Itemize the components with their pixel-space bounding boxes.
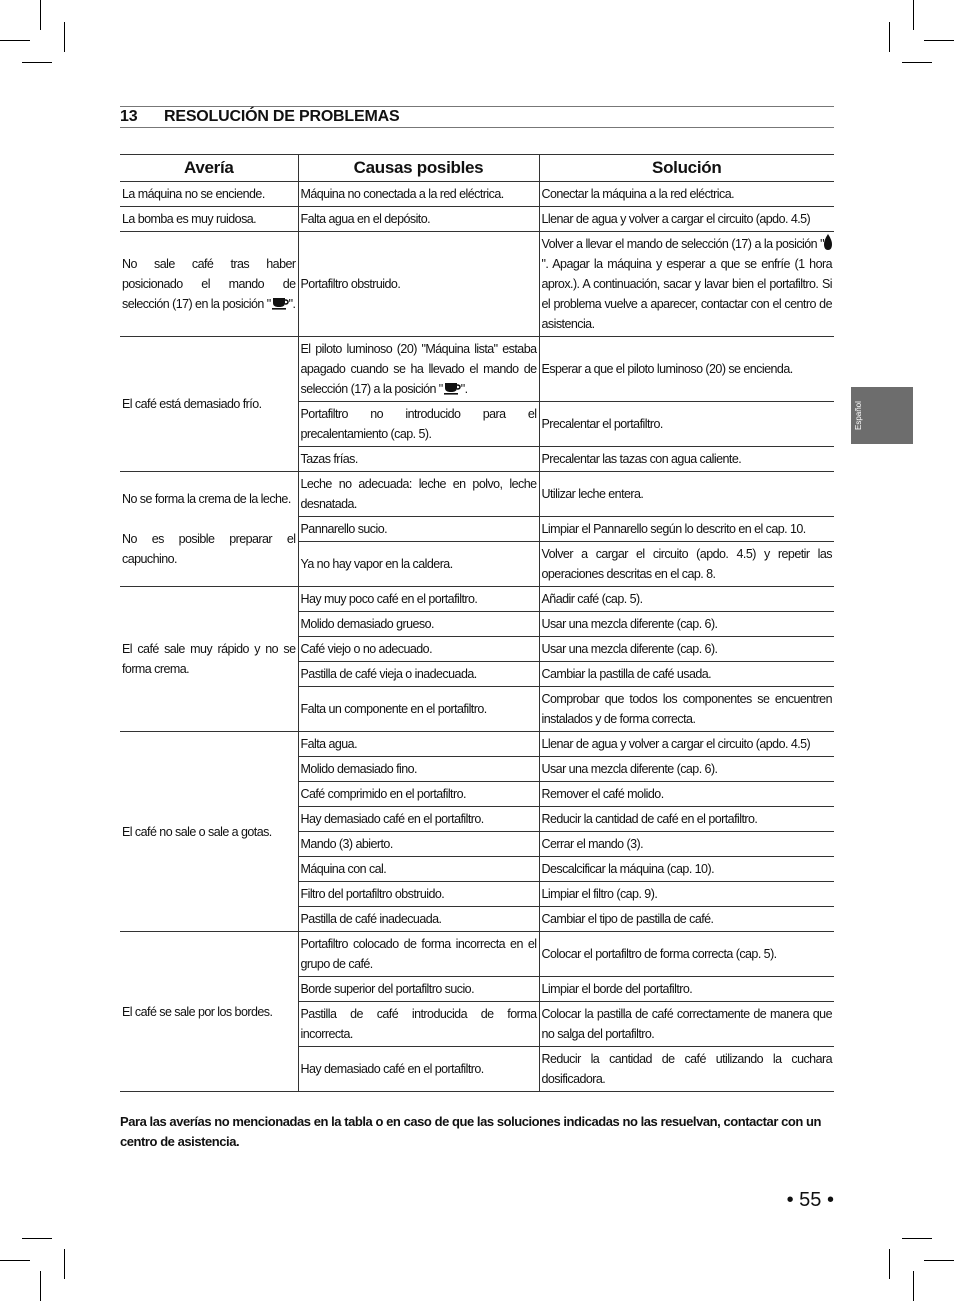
- cause-cell: [298, 732, 539, 757]
- section-header: [120, 106, 834, 128]
- cause-cell: [298, 1002, 539, 1047]
- cause-text: Portafiltro no introducido para el precalentamiento (cap. 5).: [300, 407, 537, 441]
- solution-cell: [539, 207, 834, 232]
- header-causes: Causas posibles: [298, 155, 539, 182]
- cause-cell: [298, 207, 539, 232]
- cause-text: El piloto luminoso (20) "Máquina lista" estaba apagado cuando se ha llevado el mando de selección (17) a la posición ": [300, 342, 537, 396]
- solution-text: Utilizar leche entera.: [541, 487, 644, 501]
- header-fault: Avería: [120, 155, 298, 182]
- solution-cell: [539, 587, 834, 612]
- fault-text: La bomba es muy ruidosa.: [122, 212, 257, 226]
- crop-mark: [0, 1260, 30, 1261]
- fault-cell: [120, 232, 298, 337]
- cause-text: Tazas frías.: [300, 452, 358, 466]
- cause-text: Hay muy poco café en el portafiltro.: [300, 592, 478, 606]
- solution-cell: [539, 907, 834, 932]
- cause-text: Café viejo o no adecuado.: [300, 642, 432, 656]
- cause-cell: [298, 587, 539, 612]
- cause-cell: [298, 857, 539, 882]
- cup-icon: [271, 296, 289, 310]
- language-tab: [851, 387, 913, 444]
- table-header-row: [120, 155, 834, 182]
- solution-text: Volver a cargar el circuito (apdo. 4.5) y repetir las operaciones descritas en el cap. 8.: [541, 547, 832, 581]
- fault-cell: [120, 472, 298, 587]
- page-number: • 55 •: [786, 1189, 834, 1211]
- table-row: [120, 732, 834, 757]
- solution-text: Colocar la pastilla de café correctamente de manera que no salga del portafiltro.: [541, 1007, 832, 1041]
- solution-cell: [539, 782, 834, 807]
- cause-text: Pastilla de café introducida de forma incorrecta.: [300, 1007, 537, 1041]
- solution-text: Remover el café molido.: [541, 787, 664, 801]
- fault-cell: [120, 587, 298, 732]
- crop-mark: [40, 1271, 41, 1301]
- solution-text: Descalcificar la máquina (cap. 10).: [541, 862, 714, 876]
- solution-text: Limpiar el borde del portafiltro.: [541, 982, 693, 996]
- solution-cell: [539, 732, 834, 757]
- footnote: Para las averías no mencionadas en la tabla o en caso de que las soluciones indicadas no las resuelvan, contactar con un centro de asistencia.: [120, 1114, 822, 1149]
- section-title: RESOLUCIÓN DE PROBLEMAS: [164, 108, 400, 125]
- cause-cell: [298, 932, 539, 977]
- cause-cell: [298, 542, 539, 587]
- crop-mark: [924, 1260, 954, 1261]
- cause-text: Falta agua en el depósito.: [300, 212, 431, 226]
- cause-cell: [298, 1047, 539, 1092]
- cause-text: Portafiltro obstruido.: [300, 277, 401, 291]
- solution-text-end: ". Apagar la máquina y esperar a que se enfríe (1 hora aprox.). A continuación, sacar y lavar bien el portafiltro. Si el problema vuelve a aparecer, contactar con el centro de asistencia.: [541, 257, 832, 331]
- solution-cell: [539, 857, 834, 882]
- fault-cell: [120, 182, 298, 207]
- solution-text: Limpiar el filtro (cap. 9).: [541, 887, 658, 901]
- cause-cell: [298, 907, 539, 932]
- crop-mark: [913, 0, 914, 30]
- cause-cell: [298, 472, 539, 517]
- solution-text: Cambiar el tipo de pastilla de café.: [541, 912, 714, 926]
- table-row: [120, 587, 834, 612]
- cause-text: Café comprimido en el portafiltro.: [300, 787, 466, 801]
- cause-cell: [298, 232, 539, 337]
- cause-text: Molido demasiado grueso.: [300, 617, 434, 631]
- cause-cell: [298, 662, 539, 687]
- cause-text: Portafiltro colocado de forma incorrecta en el grupo de café.: [300, 937, 537, 971]
- crop-mark: [22, 1238, 52, 1239]
- solution-text: Precalentar el portafiltro.: [541, 417, 663, 431]
- cause-text: Ya no hay vapor en la caldera.: [300, 557, 453, 571]
- cause-text: Falta agua.: [300, 737, 357, 751]
- cause-text: Máquina con cal.: [300, 862, 387, 876]
- crop-mark: [64, 1249, 65, 1279]
- cause-cell: [298, 447, 539, 472]
- crop-mark: [22, 62, 52, 63]
- solution-text: Llenar de agua y volver a cargar el circuito (apdo. 4.5): [541, 212, 811, 226]
- cause-text: Pastilla de café inadecuada.: [300, 912, 442, 926]
- solution-cell: [539, 447, 834, 472]
- crop-mark: [889, 1249, 890, 1279]
- table-row: [120, 932, 834, 977]
- cause-text: Pannarello sucio.: [300, 522, 388, 536]
- fault-text: El café no sale o sale a gotas.: [122, 824, 272, 839]
- fault-text-end: ".: [288, 297, 296, 311]
- table-row: [120, 472, 834, 517]
- crop-mark: [889, 22, 890, 52]
- table-row: [120, 207, 834, 232]
- cause-cell: [298, 832, 539, 857]
- cause-text: Falta un componente en el portafiltro.: [300, 702, 487, 716]
- solution-text: Reducir la cantidad de café utilizando la cuchara dosificadora.: [541, 1052, 832, 1086]
- solution-text: Añadir café (cap. 5).: [541, 592, 643, 606]
- solution-text: Reducir la cantidad de café en el portafiltro.: [541, 812, 758, 826]
- cause-text: Máquina no conectada a la red eléctrica.: [300, 187, 504, 201]
- solution-text: Comprobar que todos los componentes se encuentren instalados y de forma correcta.: [541, 692, 832, 726]
- crop-mark: [902, 1238, 932, 1239]
- table-body: [120, 182, 834, 1092]
- solution-text: Usar una mezcla diferente (cap. 6).: [541, 762, 718, 776]
- solution-text: Usar una mezcla diferente (cap. 6).: [541, 617, 718, 631]
- solution-cell: [539, 337, 834, 402]
- solution-cell: [539, 1002, 834, 1047]
- solution-cell: [539, 687, 834, 732]
- solution-cell: [539, 542, 834, 587]
- solution-text: Colocar el portafiltro de forma correcta (cap. 5).: [541, 947, 777, 961]
- solution-cell: [539, 977, 834, 1002]
- fault-cell: [120, 732, 298, 932]
- solution-cell: [539, 182, 834, 207]
- solution-cell: [539, 882, 834, 907]
- cause-cell: [298, 807, 539, 832]
- solution-text: Volver a llevar el mando de selección (17) a la posición ": [541, 237, 824, 251]
- cause-cell: [298, 782, 539, 807]
- fault-text: El café sale muy rápido y no se forma crema.: [122, 642, 296, 676]
- crop-mark: [913, 1271, 914, 1301]
- cause-cell: [298, 402, 539, 447]
- solution-text: Usar una mezcla diferente (cap. 6).: [541, 642, 718, 656]
- crop-mark: [924, 40, 954, 41]
- section-number: 13: [120, 108, 138, 125]
- fault-text: El café se sale por los bordes.: [122, 1004, 273, 1019]
- cause-text: Borde superior del portafiltro sucio.: [300, 982, 474, 996]
- cause-cell: [298, 337, 539, 402]
- table-row: [120, 232, 834, 337]
- table-row: [120, 182, 834, 207]
- solution-cell: [539, 402, 834, 447]
- cause-text: Filtro del portafiltro obstruido.: [300, 887, 445, 901]
- solution-cell: [539, 637, 834, 662]
- cause-text: Hay demasiado café en el portafiltro.: [300, 812, 484, 826]
- crop-mark: [40, 0, 41, 30]
- fault-text: No se forma la crema de la leche.: [122, 492, 291, 506]
- solution-text: Conectar la máquina a la red eléctrica.: [541, 187, 735, 201]
- fault-cell: [120, 932, 298, 1092]
- cup-icon: [443, 381, 461, 395]
- solution-cell: [539, 832, 834, 857]
- cause-text: Mando (3) abierto.: [300, 837, 393, 851]
- fault-text: La máquina no se enciende.: [122, 187, 265, 201]
- cause-cell: [298, 977, 539, 1002]
- solution-cell: [539, 807, 834, 832]
- solution-cell: [539, 757, 834, 782]
- cause-cell: [298, 687, 539, 732]
- solution-text: Precalentar las tazas con agua caliente.: [541, 452, 742, 466]
- fault-text-2: No es posible preparar el capuchino.: [122, 532, 296, 566]
- solution-text: Llenar de agua y volver a cargar el circuito (apdo. 4.5): [541, 737, 811, 751]
- solution-cell: [539, 472, 834, 517]
- cause-cell: [298, 612, 539, 637]
- language-label: Español: [854, 401, 863, 430]
- cause-text-end: ".: [460, 382, 468, 396]
- table-row: [120, 337, 834, 402]
- solution-cell: [539, 612, 834, 637]
- solution-cell: [539, 517, 834, 542]
- cause-text: Molido demasiado fino.: [300, 762, 417, 776]
- solution-cell: [539, 932, 834, 977]
- solution-text: Limpiar el Pannarello según lo descrito en el cap. 10.: [541, 522, 806, 536]
- cause-cell: [298, 637, 539, 662]
- cause-cell: [298, 882, 539, 907]
- fault-cell: [120, 207, 298, 232]
- crop-mark: [0, 40, 30, 41]
- cause-text: Pastilla de café vieja o inadecuada.: [300, 667, 477, 681]
- solution-text: Esperar a que el piloto luminoso (20) se encienda.: [541, 362, 793, 376]
- solution-cell: [539, 232, 834, 337]
- cause-text: Leche no adecuada: leche en polvo, leche desnatada.: [300, 477, 537, 511]
- header-solution: Solución: [539, 155, 834, 182]
- crop-mark: [64, 22, 65, 52]
- crop-mark: [902, 62, 932, 63]
- fault-text: El café está demasiado frío.: [122, 397, 262, 411]
- solution-cell: [539, 662, 834, 687]
- cause-cell: [298, 757, 539, 782]
- drop-icon: [824, 234, 832, 250]
- solution-text: Cambiar la pastilla de café usada.: [541, 667, 712, 681]
- troubleshooting-table: [120, 154, 834, 1092]
- cause-cell: [298, 182, 539, 207]
- fault-cell: [120, 337, 298, 472]
- solution-cell: [539, 1047, 834, 1092]
- cause-text: Hay demasiado café en el portafiltro.: [300, 1062, 484, 1076]
- solution-text: Cerrar el mando (3).: [541, 837, 644, 851]
- cause-cell: [298, 517, 539, 542]
- fault-text: No sale café tras haber posicionado el mando de selección (17) en la posición ": [122, 257, 296, 311]
